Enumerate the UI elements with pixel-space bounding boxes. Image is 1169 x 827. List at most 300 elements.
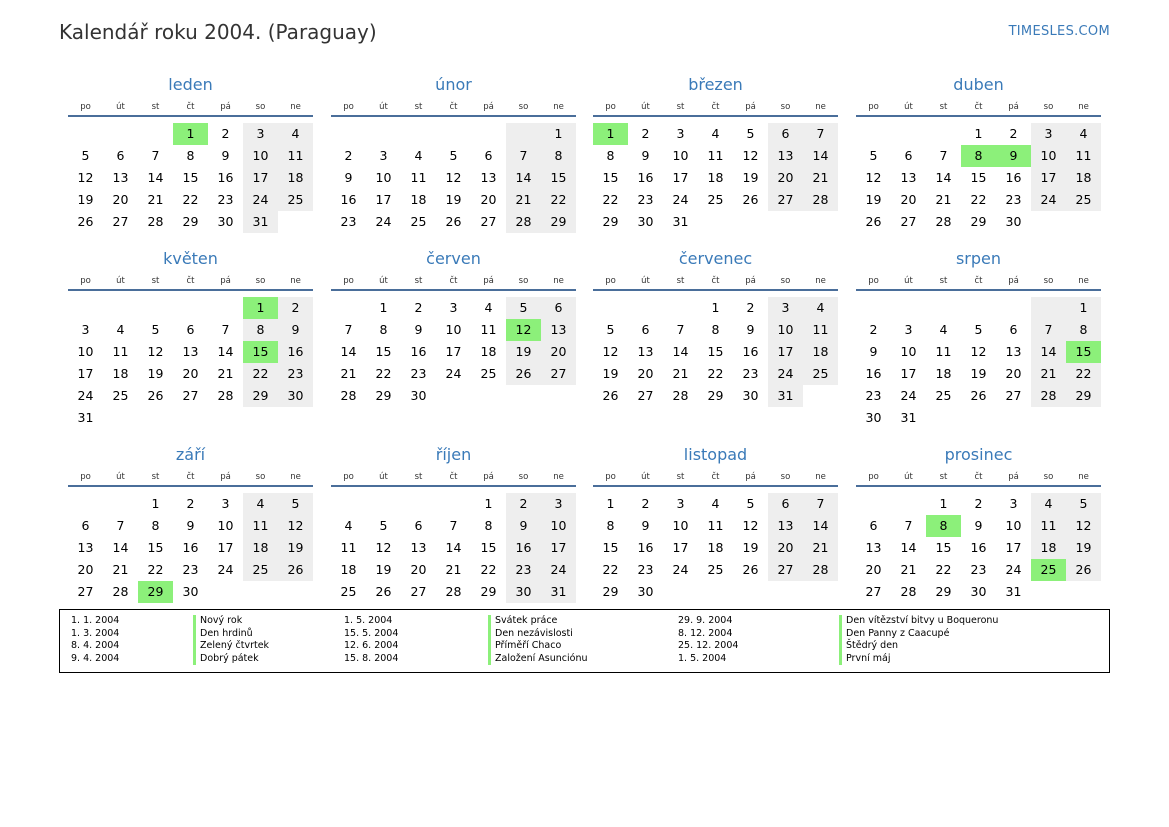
day-cell: 4 xyxy=(414,148,423,163)
day-cell: 22 xyxy=(541,189,576,211)
week-row xyxy=(856,189,1101,211)
day-cell: 6 xyxy=(484,148,493,163)
month-červen xyxy=(331,247,576,407)
empty-cell xyxy=(68,123,103,145)
weekday-label: so xyxy=(780,102,791,112)
day-cell: 6 xyxy=(641,322,650,337)
holiday-name: Založení Asunciónu xyxy=(488,653,588,666)
week-row xyxy=(331,581,576,603)
day-cell: 24 xyxy=(768,363,803,385)
day-cell: 15 xyxy=(602,540,619,555)
day-cell: 28 xyxy=(935,214,952,229)
day-cell: 13 xyxy=(637,344,654,359)
day-cell: 7 xyxy=(803,493,838,515)
week-row xyxy=(856,581,1101,603)
day-cell: 16 xyxy=(865,366,882,381)
day-cell: 16 xyxy=(742,344,759,359)
weekday-header xyxy=(68,100,313,117)
day-cell: 3 xyxy=(379,148,388,163)
holiday-day: 1 xyxy=(173,123,208,145)
week-row xyxy=(68,407,313,429)
holiday-name: Nový rok xyxy=(193,615,269,628)
weekday-label: ne xyxy=(815,102,826,112)
day-cell: 15 xyxy=(707,344,724,359)
holiday-date: 29. 9. 2004 xyxy=(678,615,733,626)
holiday-name: Den vítězství bitvy u Boqueronu xyxy=(839,615,998,628)
weekday-label: po xyxy=(605,472,616,482)
day-cell: 20 xyxy=(182,366,199,381)
day-cell: 9 xyxy=(974,518,983,533)
day-cell: 5 xyxy=(869,148,878,163)
day-cell: 3 xyxy=(449,300,458,315)
week-row xyxy=(68,385,313,407)
week-row xyxy=(331,211,576,233)
day-cell: 11 xyxy=(340,540,357,555)
day-cell: 27 xyxy=(182,388,199,403)
day-cell: 28 xyxy=(900,584,917,599)
weekday-label: út xyxy=(379,276,388,286)
week-row xyxy=(593,581,838,603)
empty-cell xyxy=(628,297,663,319)
day-cell: 18 xyxy=(1031,537,1066,559)
day-cell: 29 xyxy=(541,211,576,233)
day-cell: 27 xyxy=(112,214,129,229)
empty-cell xyxy=(103,493,138,515)
weekday-label: st xyxy=(151,102,160,112)
day-cell: 12 xyxy=(77,170,94,185)
day-cell: 22 xyxy=(243,363,278,385)
day-cell: 22 xyxy=(182,192,199,207)
day-cell: 22 xyxy=(970,192,987,207)
day-cell: 3 xyxy=(541,493,576,515)
weekday-label: pá xyxy=(1008,472,1019,482)
weekday-label: pá xyxy=(220,102,231,112)
day-cell: 13 xyxy=(768,515,803,537)
empty-cell xyxy=(208,581,243,603)
weekday-label: út xyxy=(116,276,125,286)
day-cell: 12 xyxy=(278,515,313,537)
empty-cell xyxy=(138,123,173,145)
day-cell: 11 xyxy=(707,148,724,163)
day-cell: 23 xyxy=(742,366,759,381)
day-cell: 14 xyxy=(672,344,689,359)
holiday-date: 1. 3. 2004 xyxy=(71,627,120,639)
weekday-label: pá xyxy=(1008,102,1019,112)
day-cell: 2 xyxy=(221,126,230,141)
month-leden xyxy=(68,73,313,233)
day-cell: 3 xyxy=(768,297,803,319)
day-cell: 20 xyxy=(1005,366,1022,381)
week-row xyxy=(68,363,313,385)
week-row xyxy=(331,319,576,341)
day-cell: 13 xyxy=(900,170,917,185)
week-row xyxy=(593,167,838,189)
day-cell: 10 xyxy=(1031,145,1066,167)
day-cell: 23 xyxy=(340,214,357,229)
week-row xyxy=(331,537,576,559)
day-cell: 21 xyxy=(445,562,462,577)
day-cell: 10 xyxy=(445,322,462,337)
brand-link[interactable]: TIMESLES.COM xyxy=(1008,24,1110,39)
day-cell: 2 xyxy=(186,496,195,511)
day-cell: 14 xyxy=(803,145,838,167)
day-cell: 11 xyxy=(480,322,497,337)
day-cell: 14 xyxy=(445,540,462,555)
day-cell: 27 xyxy=(865,584,882,599)
day-cell: 2 xyxy=(746,300,755,315)
day-cell: 17 xyxy=(445,344,462,359)
day-cell: 14 xyxy=(506,167,541,189)
weekday-label: ne xyxy=(815,472,826,482)
day-cell: 9 xyxy=(641,518,650,533)
weekday-header xyxy=(593,100,838,117)
day-cell: 18 xyxy=(112,366,129,381)
weekday-label: ne xyxy=(553,102,564,112)
day-cell: 30 xyxy=(970,584,987,599)
weekday-label: pá xyxy=(1008,276,1019,286)
day-cell: 2 xyxy=(974,496,983,511)
weekday-label: st xyxy=(939,472,948,482)
week-row xyxy=(68,341,313,363)
day-grid xyxy=(593,291,838,407)
day-cell: 23 xyxy=(506,559,541,581)
day-cell: 15 xyxy=(970,170,987,185)
day-cell: 25 xyxy=(243,559,278,581)
day-cell: 27 xyxy=(768,189,803,211)
day-cell: 16 xyxy=(1005,170,1022,185)
weekday-label: út xyxy=(904,276,913,286)
empty-cell xyxy=(926,297,961,319)
empty-cell xyxy=(593,297,628,319)
day-cell: 17 xyxy=(900,366,917,381)
day-cell: 25 xyxy=(480,366,497,381)
holiday-name: Svátek práce xyxy=(488,615,588,628)
weekday-label: ne xyxy=(553,276,564,286)
month-name: květen xyxy=(163,249,218,268)
day-cell: 30 xyxy=(278,385,313,407)
day-cell: 17 xyxy=(672,170,689,185)
legend-dates-column xyxy=(71,615,119,665)
day-cell: 14 xyxy=(217,344,234,359)
holiday-day: 1 xyxy=(243,297,278,319)
day-cell: 9 xyxy=(746,322,755,337)
legend-names-column xyxy=(839,615,998,665)
weekday-label: st xyxy=(414,276,423,286)
day-cell: 20 xyxy=(410,562,427,577)
day-cell: 7 xyxy=(151,148,160,163)
day-cell: 19 xyxy=(602,366,619,381)
day-grid xyxy=(331,487,576,603)
day-cell: 31 xyxy=(672,214,689,229)
weekday-label: pá xyxy=(745,472,756,482)
day-cell: 23 xyxy=(865,388,882,403)
empty-cell xyxy=(856,297,891,319)
weekday-label: čt xyxy=(711,276,720,286)
day-cell: 4 xyxy=(1066,123,1101,145)
day-cell: 9 xyxy=(641,148,650,163)
day-cell: 15 xyxy=(602,170,619,185)
day-cell: 18 xyxy=(410,192,427,207)
day-cell: 6 xyxy=(1009,322,1018,337)
weekday-label: po xyxy=(343,276,354,286)
empty-cell xyxy=(278,581,313,603)
month-říjen xyxy=(331,443,576,603)
week-row xyxy=(68,123,313,145)
weekday-label: čt xyxy=(186,276,195,286)
day-cell: 22 xyxy=(1066,363,1101,385)
day-cell: 11 xyxy=(707,518,724,533)
week-row xyxy=(68,581,313,603)
weekday-label: čt xyxy=(711,472,720,482)
day-cell: 17 xyxy=(243,167,278,189)
day-cell: 19 xyxy=(970,366,987,381)
day-cell: 18 xyxy=(278,167,313,189)
day-cell: 22 xyxy=(602,192,619,207)
day-cell: 24 xyxy=(217,562,234,577)
empty-cell xyxy=(856,123,891,145)
week-row xyxy=(593,319,838,341)
holiday-day: 12 xyxy=(506,319,541,341)
day-cell: 24 xyxy=(77,388,94,403)
day-cell: 15 xyxy=(375,344,392,359)
day-cell: 22 xyxy=(602,562,619,577)
day-cell: 24 xyxy=(375,214,392,229)
weekday-label: út xyxy=(379,472,388,482)
weekday-label: ne xyxy=(553,472,564,482)
day-cell: 16 xyxy=(410,344,427,359)
empty-cell xyxy=(996,407,1031,429)
day-cell: 31 xyxy=(77,410,94,425)
month-name: říjen xyxy=(435,445,472,464)
month-červenec xyxy=(593,247,838,407)
day-cell: 29 xyxy=(707,388,724,403)
empty-cell xyxy=(891,297,926,319)
weekday-label: so xyxy=(518,472,529,482)
day-cell: 4 xyxy=(711,496,720,511)
empty-cell xyxy=(961,297,996,319)
week-row xyxy=(68,167,313,189)
day-cell: 17 xyxy=(375,192,392,207)
empty-cell xyxy=(803,211,838,233)
day-cell: 26 xyxy=(970,388,987,403)
holiday-date: 12. 6. 2004 xyxy=(344,640,399,651)
empty-cell xyxy=(1066,407,1101,429)
day-cell: 26 xyxy=(445,214,462,229)
day-cell: 30 xyxy=(637,584,654,599)
month-name: březen xyxy=(688,75,743,94)
day-cell: 26 xyxy=(742,192,759,207)
day-cell: 21 xyxy=(803,537,838,559)
day-cell: 27 xyxy=(1005,388,1022,403)
holiday-name: Zelený čtvrtek xyxy=(193,640,269,653)
day-cell: 17 xyxy=(541,537,576,559)
week-row xyxy=(331,297,576,319)
day-cell: 19 xyxy=(742,170,759,185)
week-row xyxy=(856,123,1101,145)
week-row xyxy=(68,559,313,581)
day-cell: 25 xyxy=(803,363,838,385)
day-cell: 1 xyxy=(1066,297,1101,319)
month-name: červenec xyxy=(678,249,753,268)
week-row xyxy=(68,319,313,341)
month-srpen xyxy=(856,247,1101,429)
day-cell: 24 xyxy=(1005,562,1022,577)
day-cell: 22 xyxy=(935,562,952,577)
day-cell: 7 xyxy=(939,148,948,163)
week-row xyxy=(331,559,576,581)
day-cell: 28 xyxy=(803,189,838,211)
day-cell: 2 xyxy=(1009,126,1018,141)
day-cell: 13 xyxy=(77,540,94,555)
day-cell: 2 xyxy=(278,297,313,319)
day-cell: 20 xyxy=(112,192,129,207)
day-cell: 17 xyxy=(1005,540,1022,555)
weekday-label: ne xyxy=(290,102,301,112)
weekday-header xyxy=(331,100,576,117)
day-cell: 5 xyxy=(278,493,313,515)
empty-cell xyxy=(1066,581,1101,603)
week-row xyxy=(68,493,313,515)
weekday-header xyxy=(856,100,1101,117)
day-cell: 7 xyxy=(1031,319,1066,341)
day-cell: 4 xyxy=(711,126,720,141)
day-cell: 17 xyxy=(672,540,689,555)
day-cell: 11 xyxy=(278,145,313,167)
day-cell: 9 xyxy=(278,319,313,341)
legend-dates-column xyxy=(678,615,738,665)
weekday-label: po xyxy=(605,102,616,112)
day-cell: 22 xyxy=(375,366,392,381)
empty-cell xyxy=(961,407,996,429)
day-cell: 25 xyxy=(278,189,313,211)
day-cell: 18 xyxy=(707,170,724,185)
day-cell: 13 xyxy=(112,170,129,185)
day-cell: 25 xyxy=(1066,189,1101,211)
day-cell: 5 xyxy=(746,496,755,511)
day-cell: 13 xyxy=(541,319,576,341)
weekday-label: ne xyxy=(815,276,826,286)
day-cell: 13 xyxy=(1005,344,1022,359)
weekday-label: so xyxy=(518,276,529,286)
day-cell: 10 xyxy=(77,344,94,359)
weekday-label: pá xyxy=(483,472,494,482)
day-cell: 3 xyxy=(1031,123,1066,145)
day-cell: 11 xyxy=(1031,515,1066,537)
day-cell: 5 xyxy=(449,148,458,163)
weekday-label: so xyxy=(255,102,266,112)
week-row xyxy=(593,363,838,385)
day-cell: 30 xyxy=(182,584,199,599)
empty-cell xyxy=(891,123,926,145)
weekday-label: út xyxy=(641,102,650,112)
empty-cell xyxy=(733,211,768,233)
day-cell: 4 xyxy=(278,123,313,145)
day-cell: 16 xyxy=(637,540,654,555)
day-cell: 26 xyxy=(147,388,164,403)
week-row xyxy=(593,211,838,233)
day-cell: 27 xyxy=(637,388,654,403)
weekday-label: st xyxy=(414,472,423,482)
weekday-label: pá xyxy=(483,102,494,112)
holiday-day: 15 xyxy=(243,341,278,363)
day-cell: 9 xyxy=(344,170,353,185)
empty-cell xyxy=(768,211,803,233)
day-cell: 1 xyxy=(541,123,576,145)
weekday-label: po xyxy=(80,276,91,286)
weekday-label: čt xyxy=(974,472,983,482)
holiday-day: 8 xyxy=(961,145,996,167)
day-cell: 14 xyxy=(935,170,952,185)
day-cell: 26 xyxy=(375,584,392,599)
page-title: Kalendář roku 2004. (Paraguay) xyxy=(59,20,377,44)
weekday-label: so xyxy=(1043,472,1054,482)
day-cell: 10 xyxy=(1005,518,1022,533)
day-cell: 12 xyxy=(865,170,882,185)
holiday-day: 9 xyxy=(996,145,1031,167)
day-grid xyxy=(331,117,576,233)
day-cell: 18 xyxy=(707,540,724,555)
empty-cell xyxy=(401,493,436,515)
holiday-day: 15 xyxy=(1066,341,1101,363)
holiday-name: Den hrdinů xyxy=(193,628,269,641)
day-cell: 13 xyxy=(768,145,803,167)
day-cell: 8 xyxy=(379,322,388,337)
day-cell: 11 xyxy=(803,319,838,341)
day-cell: 4 xyxy=(243,493,278,515)
day-cell: 10 xyxy=(900,344,917,359)
day-cell: 6 xyxy=(414,518,423,533)
weekday-label: po xyxy=(80,472,91,482)
day-cell: 8 xyxy=(606,148,615,163)
empty-cell xyxy=(471,123,506,145)
day-cell: 28 xyxy=(1031,385,1066,407)
empty-cell xyxy=(926,407,961,429)
day-cell: 8 xyxy=(1066,319,1101,341)
holiday-legend xyxy=(59,609,1110,673)
day-cell: 23 xyxy=(1005,192,1022,207)
day-cell: 6 xyxy=(116,148,125,163)
day-cell: 19 xyxy=(147,366,164,381)
weekday-label: po xyxy=(343,102,354,112)
day-cell: 24 xyxy=(445,366,462,381)
empty-cell xyxy=(663,297,698,319)
week-row xyxy=(856,297,1101,319)
day-cell: 21 xyxy=(112,562,129,577)
day-cell: 22 xyxy=(147,562,164,577)
day-cell: 24 xyxy=(672,562,689,577)
weekday-label: čt xyxy=(449,276,458,286)
day-cell: 28 xyxy=(803,559,838,581)
day-cell: 20 xyxy=(77,562,94,577)
day-cell: 24 xyxy=(243,189,278,211)
weekday-label: st xyxy=(151,276,160,286)
weekday-label: po xyxy=(868,276,879,286)
day-cell: 29 xyxy=(602,214,619,229)
weekday-label: pá xyxy=(745,276,756,286)
day-cell: 1 xyxy=(939,496,948,511)
weekday-header xyxy=(856,470,1101,487)
empty-cell xyxy=(278,407,313,429)
day-cell: 7 xyxy=(506,145,541,167)
day-cell: 5 xyxy=(506,297,541,319)
empty-cell xyxy=(698,581,733,603)
weekday-label: út xyxy=(116,472,125,482)
weekday-label: st xyxy=(151,472,160,482)
day-cell: 8 xyxy=(711,322,720,337)
empty-cell xyxy=(103,407,138,429)
empty-cell xyxy=(768,581,803,603)
weekday-label: so xyxy=(255,472,266,482)
